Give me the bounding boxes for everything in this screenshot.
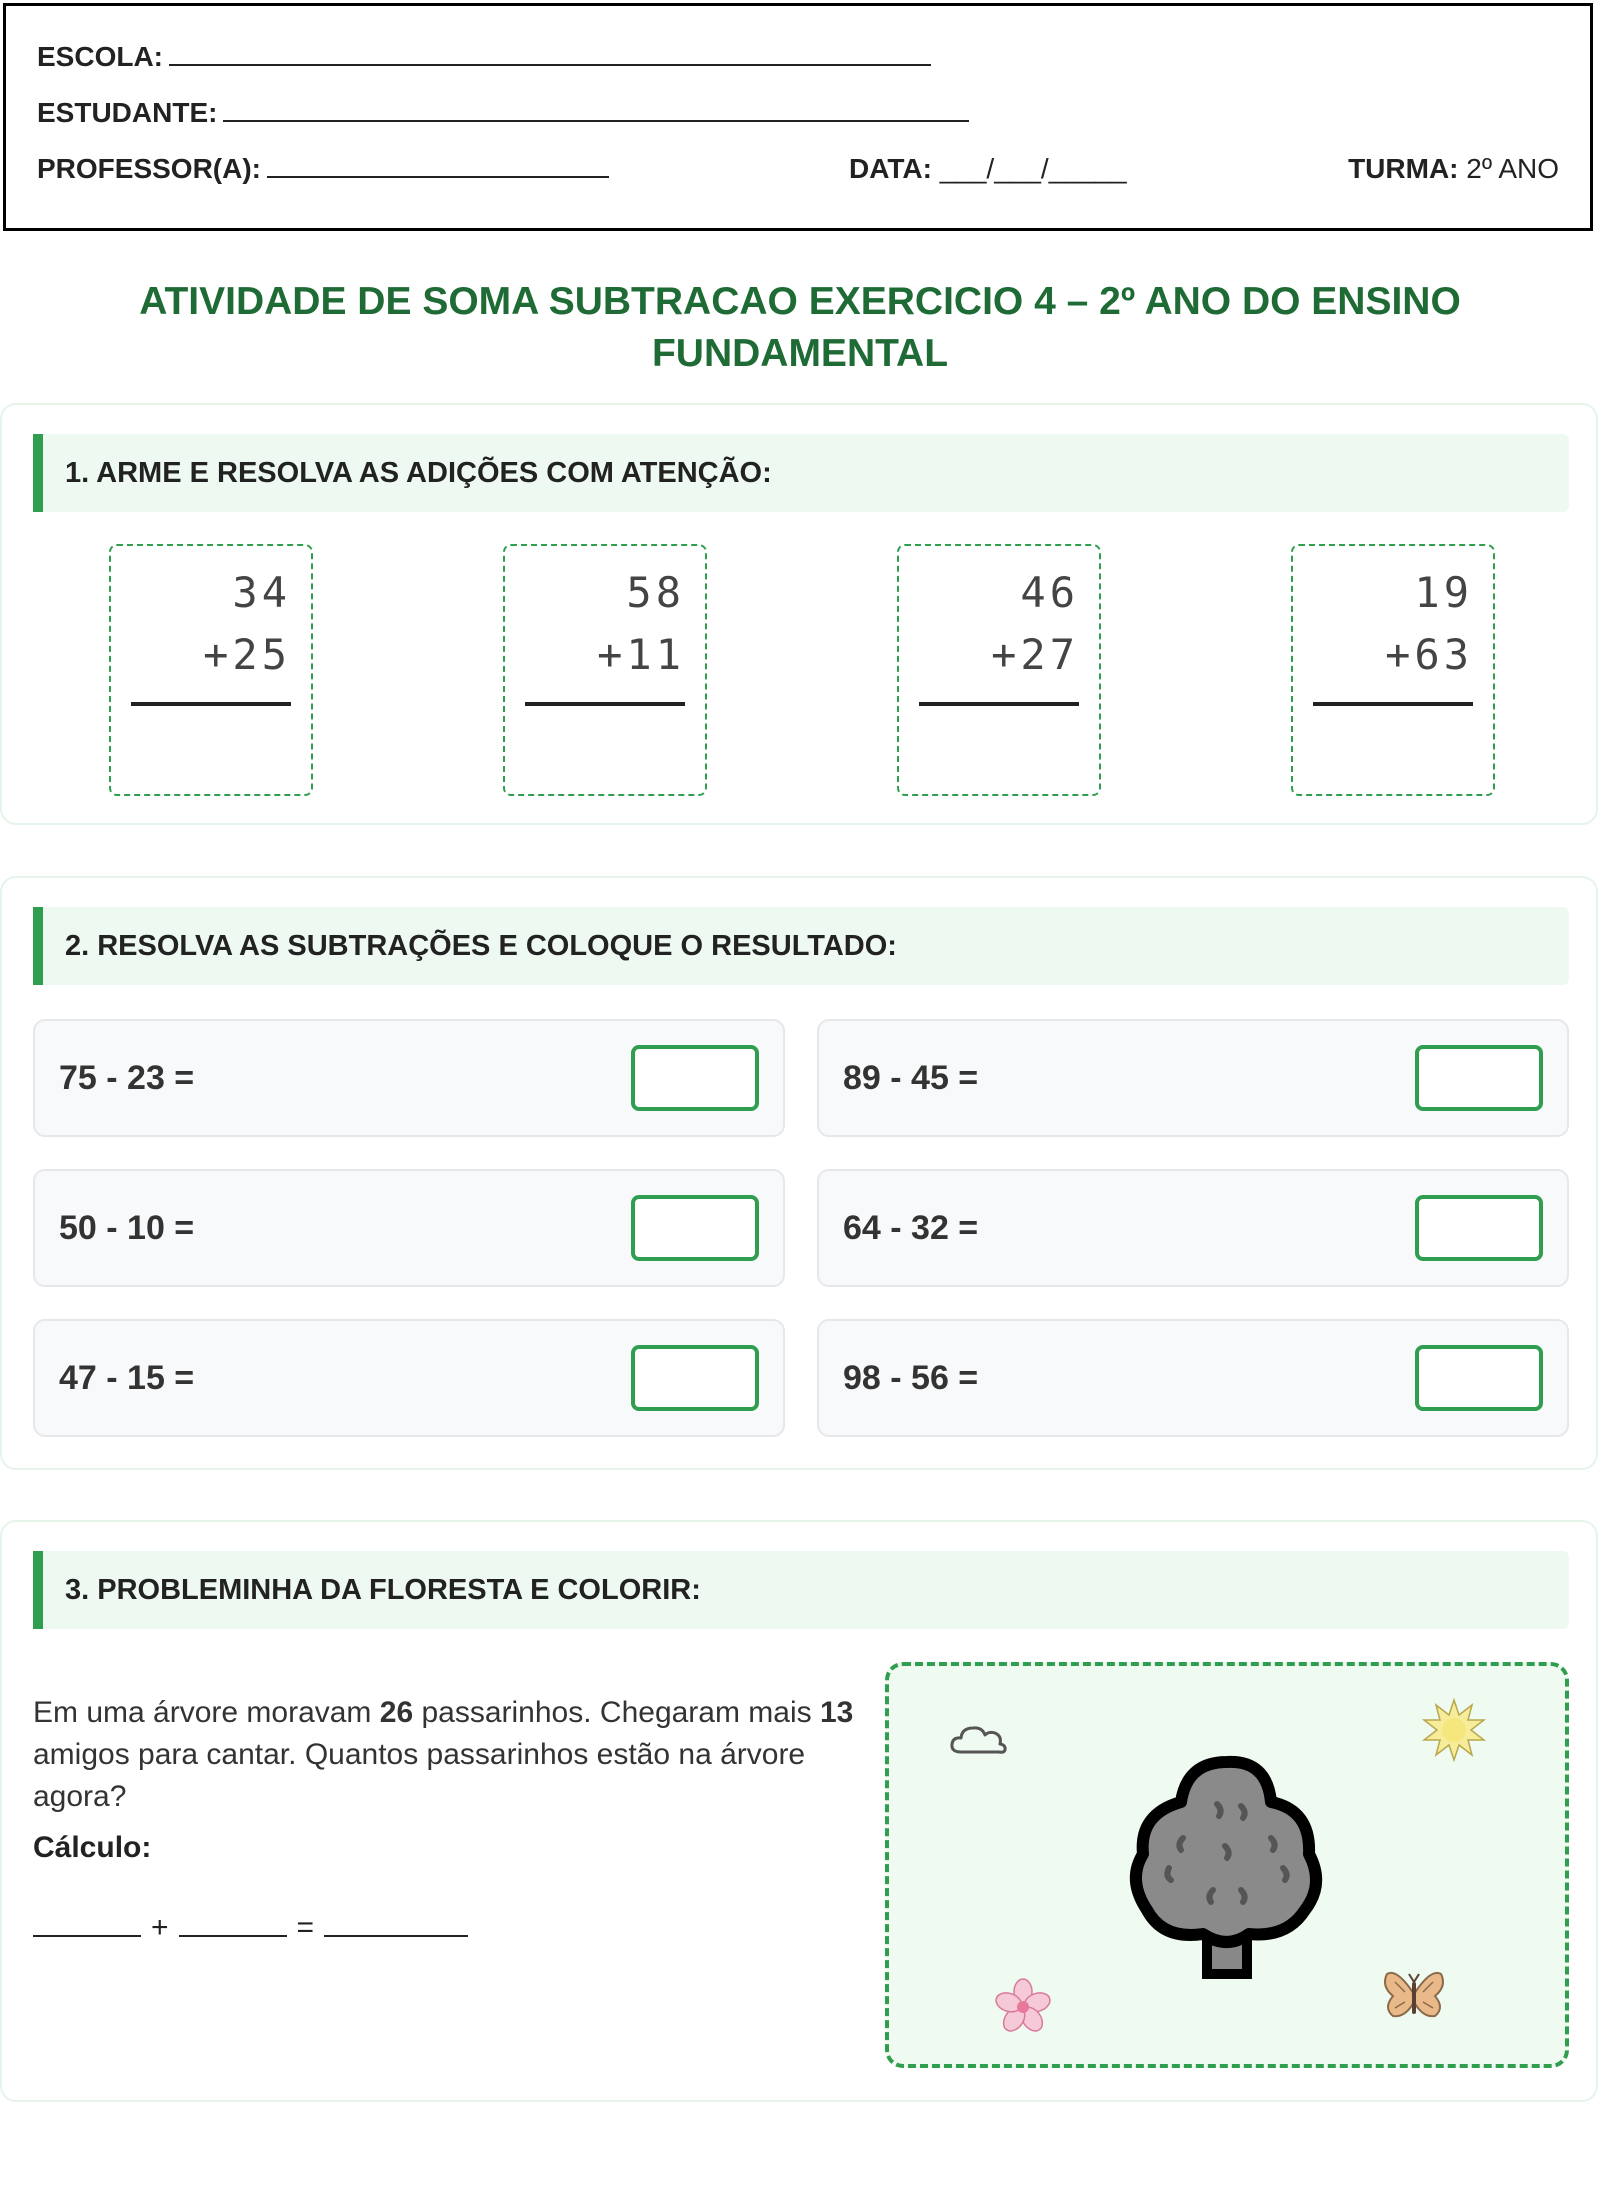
sun-icon bbox=[1422, 1698, 1486, 1762]
subtraction-item bbox=[33, 1169, 785, 1287]
problem-number: 13 bbox=[820, 1696, 854, 1729]
section-word-problem bbox=[0, 1520, 1598, 2102]
flower-icon bbox=[993, 1977, 1053, 2037]
result-line bbox=[1313, 702, 1473, 706]
addition-card[interactable] bbox=[109, 544, 313, 796]
student-label: ESTUDANTE: bbox=[37, 97, 218, 128]
plus-sign: + bbox=[151, 1911, 169, 1944]
answer-box[interactable] bbox=[1415, 1045, 1543, 1111]
equals-sign: = bbox=[296, 1911, 315, 1944]
section-word-problem-heading: 3. PROBLEMINHA DA FLORESTA E COLORIR: bbox=[33, 1551, 1569, 1629]
class-label: TURMA: bbox=[1348, 153, 1459, 184]
result-line bbox=[919, 702, 1079, 706]
addend-bottom: +11 bbox=[597, 630, 685, 679]
teacher-label: PROFESSOR(A): bbox=[37, 153, 261, 184]
section-subtraction bbox=[0, 876, 1598, 1470]
coloring-area[interactable] bbox=[885, 1662, 1569, 2068]
addend-top: 34 bbox=[232, 568, 291, 617]
subtraction-item bbox=[817, 1319, 1569, 1437]
subtraction-item bbox=[817, 1169, 1569, 1287]
class-value: 2º ANO bbox=[1466, 153, 1559, 184]
date-label: DATA: bbox=[849, 153, 932, 184]
problem-text-part: passarinhos. Chegaram mais bbox=[413, 1696, 820, 1729]
answer-box[interactable] bbox=[631, 1195, 759, 1261]
section-addition bbox=[0, 403, 1598, 825]
subtraction-expression: 75 - 23 = bbox=[59, 1059, 195, 1097]
subtraction-expression: 50 - 10 = bbox=[59, 1209, 195, 1247]
calc-blank-result[interactable] bbox=[324, 1907, 468, 1937]
subtraction-item bbox=[33, 1019, 785, 1137]
calc-blank-first[interactable] bbox=[33, 1907, 141, 1937]
page-title: ATIVIDADE DE SOMA SUBTRACAO EXERCICIO 4 – 2º ANO DO ENSINO FUNDAMENTAL bbox=[139, 280, 1461, 375]
school-label: ESCOLA: bbox=[37, 41, 163, 72]
section-subtraction-heading: 2. RESOLVA AS SUBTRAÇÕES E COLOQUE O RESULTADO: bbox=[33, 907, 1569, 985]
answer-box[interactable] bbox=[1415, 1345, 1543, 1411]
cloud-icon bbox=[949, 1718, 1009, 1758]
addend-bottom: +25 bbox=[203, 630, 291, 679]
word-problem-text bbox=[33, 1692, 863, 1818]
answer-box[interactable] bbox=[631, 1345, 759, 1411]
addend-top: 46 bbox=[1020, 568, 1079, 617]
addend-bottom: +27 bbox=[991, 630, 1079, 679]
student-row bbox=[37, 97, 969, 129]
problem-text-part: Em uma árvore moravam bbox=[33, 1696, 380, 1729]
section-addition-heading: 1. ARME E RESOLVA AS ADIÇÕES COM ATENÇÃO: bbox=[33, 434, 1569, 512]
subtraction-expression: 47 - 15 = bbox=[59, 1359, 195, 1397]
calc-blank-second[interactable] bbox=[179, 1907, 287, 1937]
calculation-line bbox=[33, 1907, 468, 1945]
date-blank[interactable]: ___/___/_____ bbox=[939, 153, 1127, 184]
addition-card[interactable] bbox=[1291, 544, 1495, 796]
class-field bbox=[1348, 153, 1559, 185]
teacher-blank[interactable] bbox=[267, 175, 609, 178]
date-field bbox=[849, 153, 1127, 185]
student-info-header bbox=[3, 3, 1593, 231]
subtraction-expression: 98 - 56 = bbox=[843, 1359, 979, 1397]
problem-number: 26 bbox=[379, 1696, 414, 1729]
calculation-label: Cálculo: bbox=[33, 1831, 152, 1864]
addend-bottom: +63 bbox=[1385, 630, 1473, 679]
addition-card[interactable] bbox=[897, 544, 1101, 796]
butterfly-icon bbox=[1383, 1968, 1445, 2024]
tree-icon bbox=[1121, 1750, 1333, 1994]
school-blank[interactable] bbox=[169, 63, 931, 66]
addition-card[interactable] bbox=[503, 544, 707, 796]
answer-box[interactable] bbox=[1415, 1195, 1543, 1261]
student-blank[interactable] bbox=[223, 119, 969, 122]
result-line bbox=[525, 702, 685, 706]
addend-top: 58 bbox=[626, 568, 685, 617]
result-line bbox=[131, 702, 291, 706]
subtraction-expression: 64 - 32 = bbox=[843, 1209, 979, 1247]
school-row bbox=[37, 41, 931, 73]
teacher-row bbox=[37, 153, 609, 185]
problem-text-part: amigos para cantar. Quantos passarinhos estão na árvore agora? bbox=[33, 1738, 806, 1813]
subtraction-item bbox=[817, 1019, 1569, 1137]
subtraction-item bbox=[33, 1319, 785, 1437]
subtraction-expression: 89 - 45 = bbox=[843, 1059, 979, 1097]
addend-top: 19 bbox=[1414, 568, 1473, 617]
answer-box[interactable] bbox=[631, 1045, 759, 1111]
